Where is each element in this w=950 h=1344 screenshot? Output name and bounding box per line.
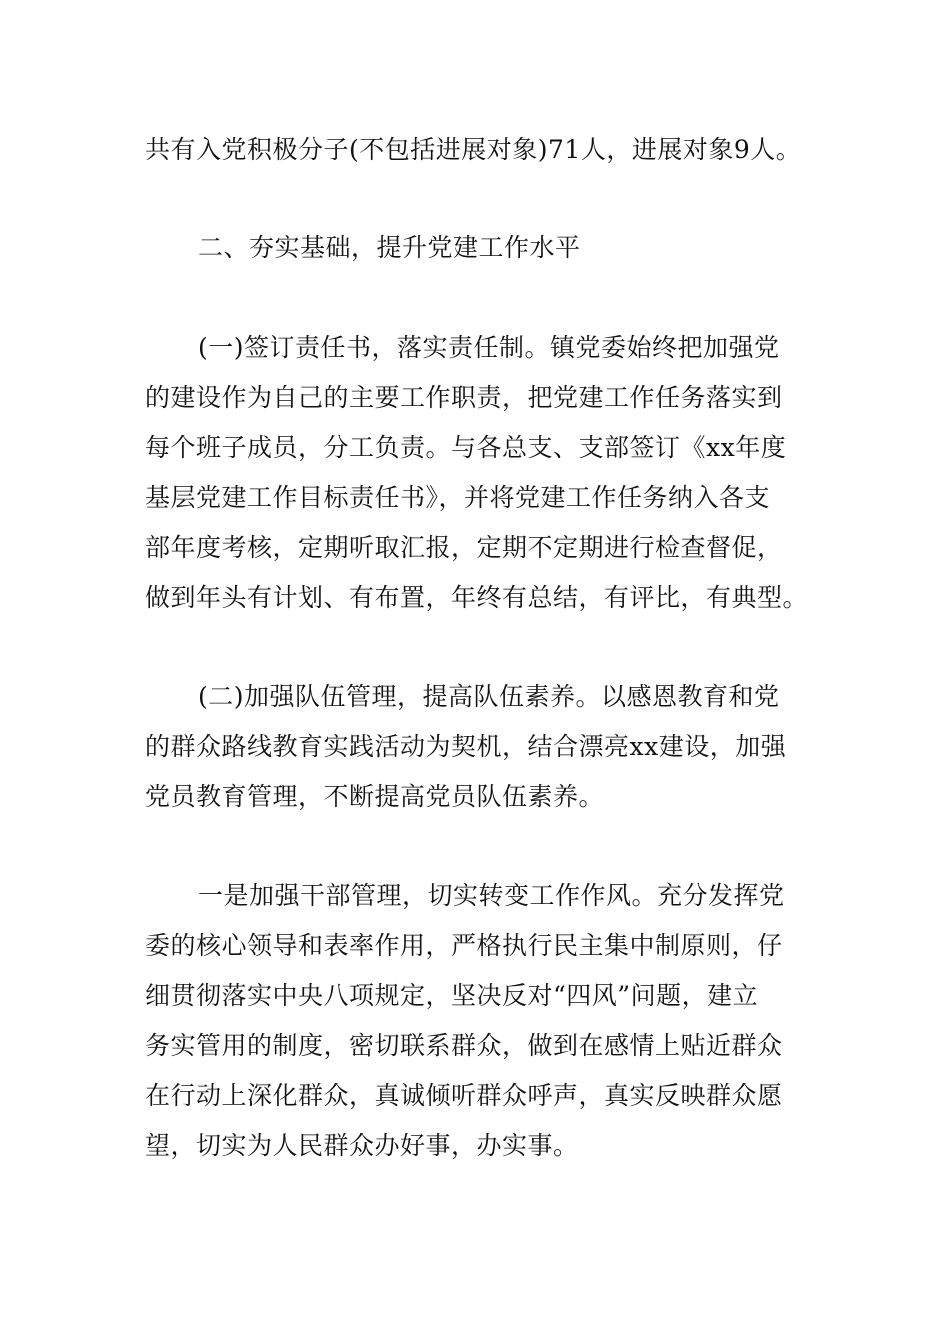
text-line: 共有入党积极分子(不包括进展对象)71人，进展对象9人。 (145, 135, 802, 164)
paragraph-line: 务实管用的制度，密切联系群众，做到在感情上贴近群众 (145, 1031, 783, 1060)
paragraph-line: 细贯彻落实中央八项规定，坚决反对“四风”问题，建立 (145, 981, 759, 1010)
paragraph-line: 望，切实为人民群众办好事，办实事。 (145, 1131, 579, 1160)
paragraph-line: (一)签订责任书，落实责任制。镇党委始终把加强党 (198, 333, 780, 362)
paragraph-line: 部年度考核，定期听取汇报，定期不定期进行检查督促， (145, 533, 783, 562)
paragraph-line: 基层党建工作目标责任书》，并将党建工作任务纳入各支 (145, 483, 771, 512)
paragraph-line: (二)加强队伍管理，提高队伍素养。以感恩教育和党 (198, 682, 780, 711)
paragraph-line: 做到年头有计划、有布置，年终有总结，有评比，有典型。 (145, 583, 809, 612)
paragraph-line: 委的核心领导和表率作用，严格执行民主集中制原则，仔 (145, 931, 783, 960)
paragraph-line: 的建设作为自己的主要工作职责，把党建工作任务落实到 (145, 383, 783, 412)
paragraph-line: 的群众路线教育实践活动为契机，结合漂亮xx建设，加强 (145, 732, 787, 761)
paragraph-line: 在行动上深化群众，真诚倾听群众呼声，真实反映群众愿 (145, 1081, 783, 1110)
section-heading: 二、夯实基础，提升党建工作水平 (198, 233, 581, 262)
paragraph-line: 一是加强干部管理，切实转变工作作风。充分发挥党 (198, 881, 785, 910)
paragraph-line: 每个班子成员，分工负责。与各总支、支部签订《xx年度 (145, 433, 787, 462)
paragraph-line: 党员教育管理，不断提高党员队伍素养。 (145, 782, 605, 811)
